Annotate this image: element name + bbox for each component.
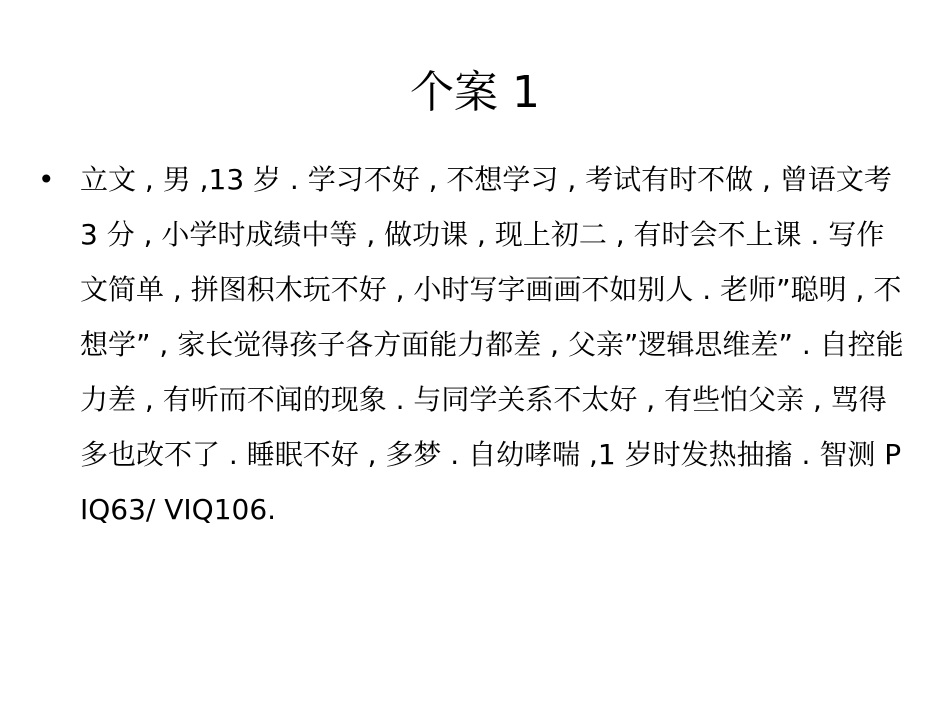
bullet-icon: • (38, 163, 55, 196)
slide-title: 个案 1 (410, 67, 540, 118)
case-description-text: 立文 , 男 ,13 岁 . 学习不好 , 不想学习 , 考试有时不做 , 曾语文考 3 分 , 小学时成绩中等 , 做功课 , 现上初二 , 有时会不上课 . 写作文简单 , 拼图积木玩不好 , 小时写字画画不如别人 . 老师”聪明 , 不想学” , 家长觉得孩子各方面能力都差 , 父亲”逻辑思维差” . 自控能力差 , 有听而不闻的现象 . 与同学关系不太好 , 有些怕父亲 , 骂得多也改不了 . 睡眠不好 , 多梦 . 自幼哮喘 ,1 岁时发热抽搐 . 智测 PIQ63/ VIQ106. (80, 163, 904, 526)
bullet-list (38, 152, 908, 537)
bullet-item (38, 152, 908, 537)
